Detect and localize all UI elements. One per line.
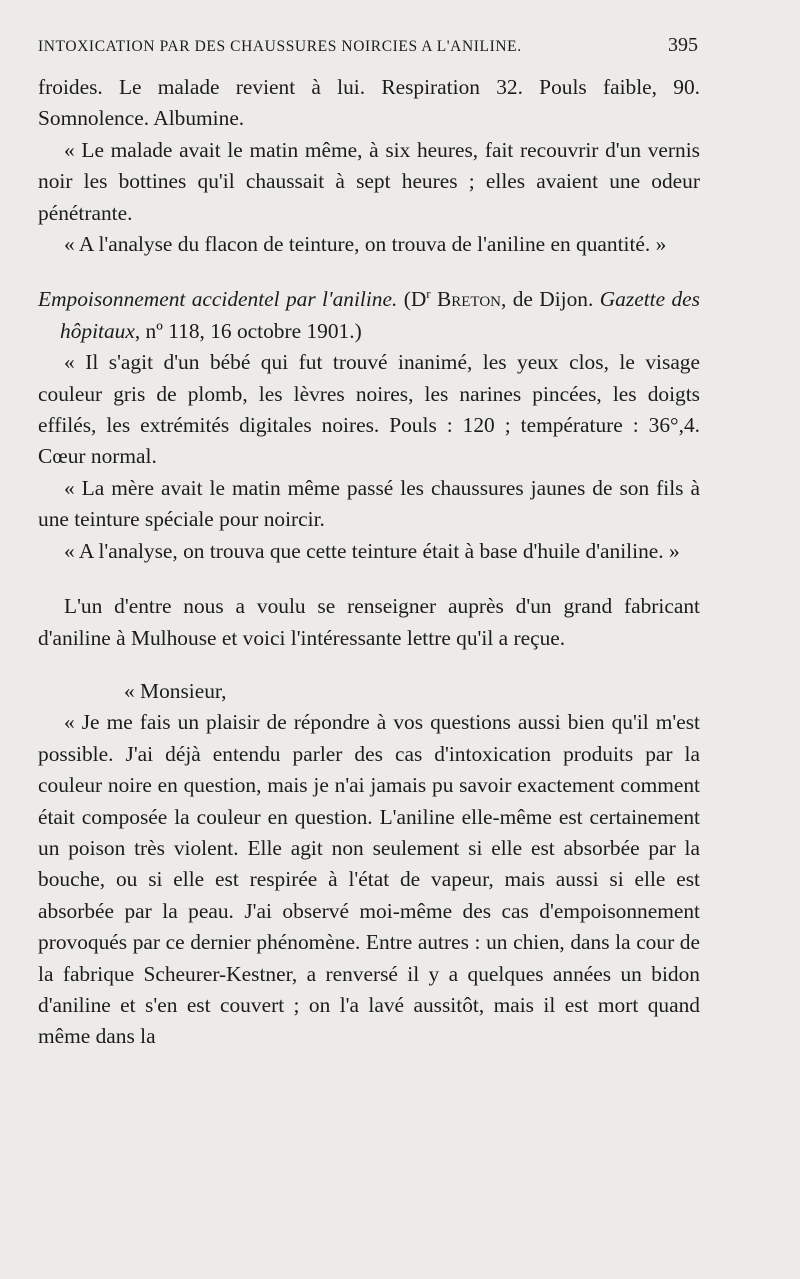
reference-journal: Gazette des hôpitaux — [60, 287, 700, 343]
case-reference — [38, 284, 700, 347]
paragraph-narrative: L'un d'entre nous a voulu se renseigner auprès d'un grand fabricant d'aniline à Mulhouse et voici l'intéressante lettre qu'il a reçue. — [38, 594, 700, 650]
reference-details: , nº 118, 16 octobre 1901.) — [134, 318, 362, 343]
letter-body: « Je me fais un plaisir de répondre à vos questions aussi bien qu'il m'est possible. J'ai déjà entendu parler des cas d'intoxication produits par la couleur noire en question, mais je n'ai jamais pu savoir exactement comment était composée la couleur en question. L'aniline elle-même est certainement un poison très violent. Elle agit non seulement si elle est absorbée par la bouche, ou si elle est respirée à l'état de vapeur, mais aussi si elle est absorbée par la peau. J'ai observé moi-même des cas d'empoisonnement provoqués par ce dernier phénomène. Entre autres : un chien, dans la cour de la fabrique Scheurer-Kestner, a renversé il y a quelques années un bidon d'aniline et s'en est couvert ; on l'a lavé aussitôt, mais il est mort quand même dans la — [38, 710, 700, 1049]
page-body — [38, 72, 700, 1053]
letter-salutation: « Monsieur, — [124, 678, 227, 703]
reference-title: Empoisonnement accidentel par l'aniline. — [38, 287, 398, 312]
paragraph-quote-4: « La mère avait le matin même passé les chaussures jaunes de son fils à une teinture spéciale pour noircir. — [38, 475, 700, 532]
reference-place: , de Dijon. — [501, 287, 594, 312]
reference-author: Breton — [437, 287, 501, 312]
page-number: 395 — [668, 34, 698, 56]
reference-dr-sup: r — [426, 286, 431, 302]
paragraph-quote-2: « A l'analyse du flacon de teinture, on trouva de l'aniline en quantité. » — [64, 232, 667, 257]
running-head — [38, 34, 698, 57]
paragraph-quote-1: « Le malade avait le matin même, à six heures, fait recouvrir d'un vernis noir les bottines qu'il chaussait à sept heures ; elles avaient une odeur pénétrante. — [38, 137, 700, 225]
paragraph-quote-5: « A l'analyse, on trouva que cette teinture était à base d'huile d'aniline. » — [64, 538, 680, 563]
paragraph-quote-3: « Il s'agit d'un bébé qui fut trouvé inanimé, les yeux clos, le visage couleur gris de plomb, les lèvres noires, les narines pincées, les doigts effilés, les extrémités digitales noires. Pouls : 120 ; température : 36°,4. Cœur normal. — [38, 350, 700, 469]
paragraph-continuation: froides. Le malade revient à lui. Respiration 32. Pouls faible, 90. Somnolence. Albumine. — [38, 75, 700, 131]
reference-dr: (D — [403, 287, 427, 312]
running-title: INTOXICATION PAR DES CHAUSSURES NOIRCIES A L'ANILINE. — [38, 38, 522, 55]
